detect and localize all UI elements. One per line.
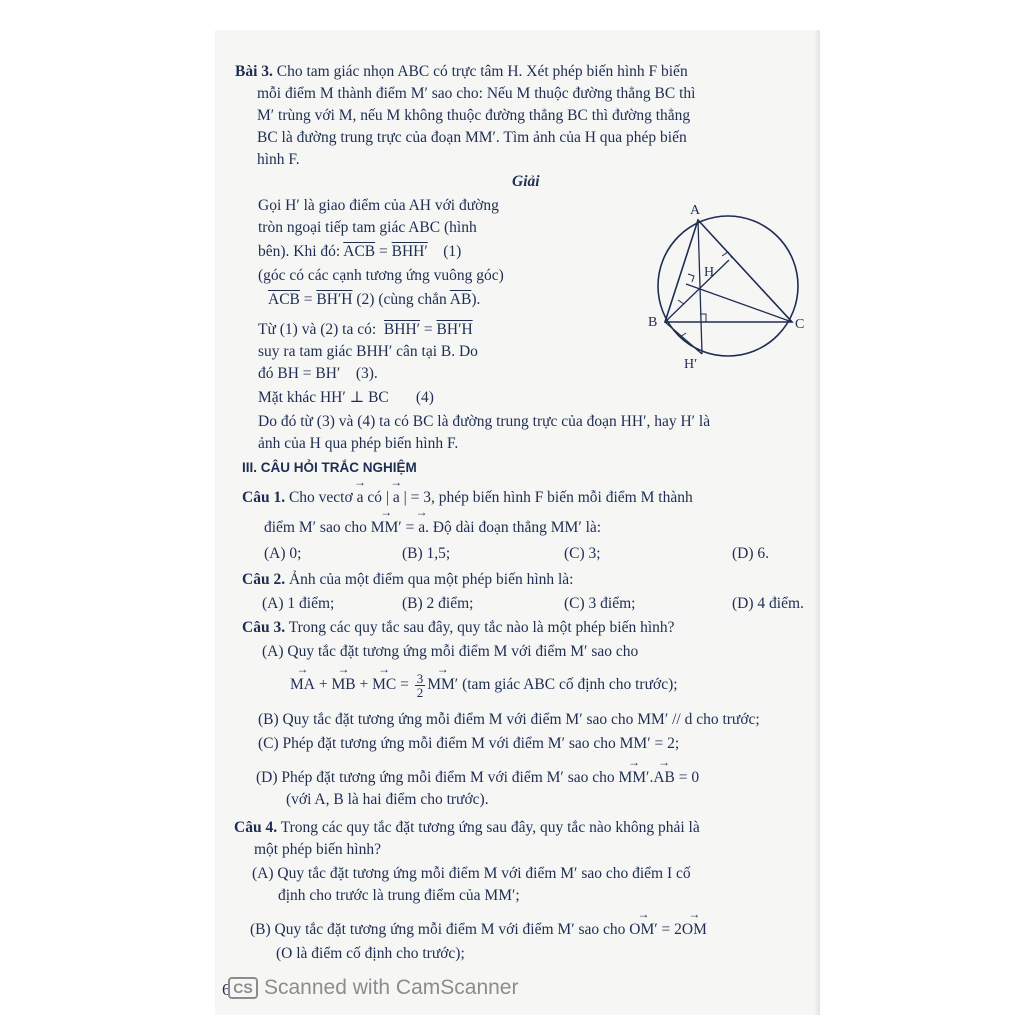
solution-line-8: đó BH = BH′ (3). — [258, 365, 378, 382]
bai3-line-1: Bài 3. Cho tam giác nhọn ABC có trực tâm H. Xét phép biến hình F biến — [235, 63, 688, 80]
solution-line-5: $\overline{ACB} = BH'H$ (2) (cùng chắn $\overline{AB}$). — [268, 291, 481, 308]
cau1-option-a[interactable]: (A) 0; — [264, 545, 302, 562]
solution-line-10: Do đó từ (3) và (4) ta có BC là đường trung trực của đoạn HH′, hay H′ là — [258, 413, 711, 430]
cau1-option-b[interactable]: (B) 1,5; — [402, 545, 451, 562]
cau2-option-c[interactable]: (C) 3 điểm; — [564, 595, 636, 612]
solution-line-6: Từ (1) và (2) ta có: BHH′ = BH′H — [258, 321, 473, 338]
solution-title: Giải — [512, 173, 540, 190]
page-number: 6 — [222, 980, 231, 999]
cau4-option-b-line-2: (O là điểm cố định cho trước); — [276, 945, 465, 962]
right-angle-mark — [688, 274, 694, 282]
geometry-diagram — [640, 196, 810, 376]
solution-line-2: tròn ngoại tiếp tam giác ABC (hình — [258, 219, 477, 236]
label-a: A — [690, 203, 701, 218]
cau3-option-a[interactable]: (A) Quy tắc đặt tương ứng mỗi điểm M với điểm M′ sao cho — [262, 643, 639, 660]
solution-line-3: bên). Khi đó: $\overline{ACB} = BHH'$ (1) — [258, 243, 462, 260]
cau3-question: Câu 3. Trong các quy tắc sau đây, quy tắc nào là một phép biến hình? — [242, 619, 675, 636]
solution-line-9: Mặt khác HH′ ⊥ BC (4) — [258, 389, 434, 406]
bai3-line-3: M′ trùng với M, nếu M không thuộc đường thẳng BC thì đường thẳng — [257, 107, 691, 124]
cau4-question-line-1: Câu 4. Trong các quy tắc đặt tương ứng sau đây, quy tắc nào không phải là — [234, 819, 700, 836]
camscanner-logo-icon: CS — [228, 977, 258, 999]
circumcircle — [658, 216, 798, 356]
bai3-line-2: mỗi điểm M thành điểm M′ sao cho: Nếu M thuộc đường thẳng BC thì — [257, 85, 696, 102]
tick-mark — [678, 300, 684, 304]
label-b: B — [648, 315, 658, 330]
cau1-option-d[interactable]: (D) 6. — [732, 545, 770, 562]
triangle-abc — [665, 220, 792, 322]
right-angle-mark — [722, 252, 732, 258]
cau1-line-2: điểm M′ sao cho → MM′ = → a. Độ dài đoạn thẳng MM′ là: — [264, 518, 601, 538]
label-h: H — [704, 265, 715, 280]
cau2-option-b[interactable]: (B) 2 điểm; — [402, 595, 474, 612]
bai3-line-4: BC là đường trung trực của đoạn MM′. Tìm ảnh của H qua phép biến — [257, 129, 687, 146]
solution-line-4: (góc có các cạnh tương ứng vuông góc) — [258, 267, 504, 284]
label-c: C — [795, 317, 805, 332]
bai3-label: Bài 3. — [235, 63, 273, 80]
cau2-question: Câu 2. Ảnh của một điểm qua một phép biến hình là: — [242, 571, 574, 588]
cau4-option-b[interactable]: (B) Quy tắc đặt tương ứng mỗi điểm M với điểm M′ sao cho → OM′ = 2→ OM — [250, 920, 707, 940]
cau2-option-d[interactable]: (D) 4 điểm. — [732, 595, 804, 612]
solution-line-7: suy ra tam giác BHH′ cân tại B. Do — [258, 343, 478, 360]
cau4-option-a[interactable]: (A) Quy tắc đặt tương ứng mỗi điểm M với điểm M′ sao cho điểm I cố — [252, 865, 691, 882]
bai3-line-5: hình F. — [257, 151, 300, 168]
cau4-option-a-line-2: định cho trước là trung điểm của MM′; — [278, 887, 520, 904]
cau3-option-d[interactable]: (D) Phép đặt tương ứng mỗi điểm M với điểm M′ sao cho → MM′.→ AB = 0 — [256, 768, 699, 788]
solution-line-11: ảnh của H qua phép biến hình F. — [258, 435, 459, 452]
cau3-option-d-line-2: (với A, B là hai điểm cho trước). — [286, 791, 489, 808]
cau1-line-1: Câu 1. Cho vectơ → a có | → a | = 3, phép biến hình F biến mỗi điểm M thành — [242, 488, 693, 508]
label-h-prime: H′ — [684, 357, 698, 372]
watermark-text: Scanned with CamScanner — [264, 976, 519, 999]
segment-bh2 — [665, 322, 702, 354]
camscanner-watermark — [228, 976, 518, 1000]
cau4-question-line-2: một phép biến hình? — [254, 841, 381, 858]
cau3-option-a-formula: → MA + → MB + → MC = $\frac{3}{2}$ → MM′ (tam giác ABC cố định cho trước); — [290, 672, 678, 699]
cau2-option-a[interactable]: (A) 1 điểm; — [262, 595, 335, 612]
altitude-c — [686, 284, 792, 322]
cau1-option-c[interactable]: (C) 3; — [564, 545, 601, 562]
cau3-option-c[interactable]: (C) Phép đặt tương ứng mỗi điểm M với điểm M′ sao cho MM′ = 2; — [258, 735, 680, 752]
cau3-option-b[interactable]: (B) Quy tắc đặt tương ứng mỗi điểm M với điểm M′ sao cho MM′ // d cho trước; — [258, 711, 760, 728]
section-heading: III. CÂU HỎI TRẮC NGHIỆM — [242, 460, 417, 475]
solution-line-1: Gọi H′ là giao điểm của AH với đường — [258, 197, 499, 214]
